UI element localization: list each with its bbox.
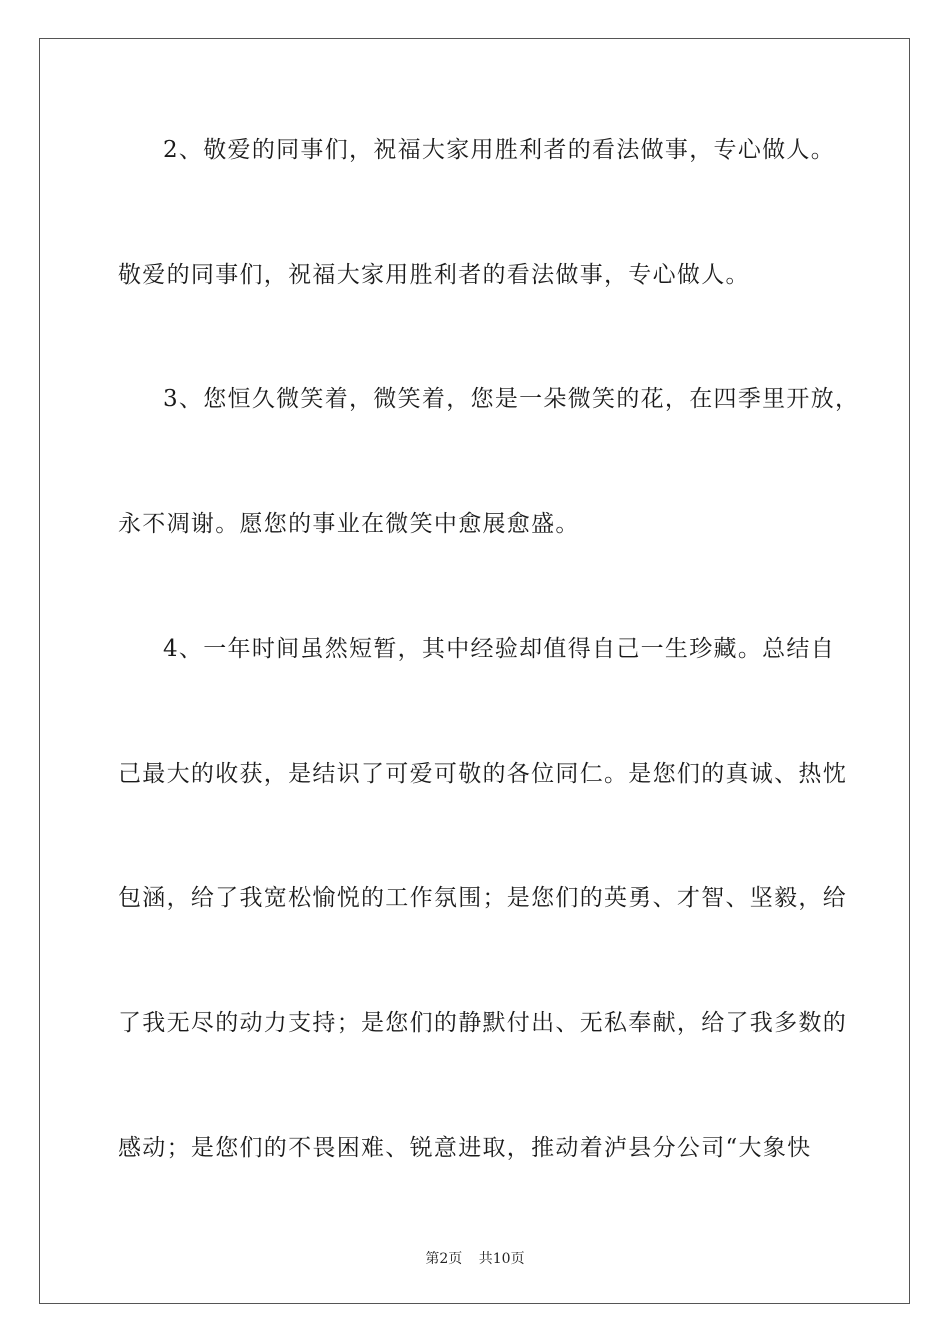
paragraph-2-line-1: 2、敬爱的同事们，祝福大家用胜利者的看法做事，专心做人。 [163,137,836,163]
page-total: 共10页 [478,1251,525,1267]
paragraph-4-line-2: 己最大的收获，是结识了可爱可敬的各位同仁。是您们的真诚、热忱 [118,761,847,787]
page-frame [39,38,910,1304]
page-footer [0,1248,950,1268]
page-number: 第2页 [425,1251,463,1267]
paragraph-4-line-3: 包涵，给了我宽松愉悦的工作氛围；是您们的英勇、才智、坚毅，给 [118,885,847,911]
paragraph-2-repeat-line: 敬爱的同事们，祝福大家用胜利者的看法做事，专心做人。 [118,262,750,288]
paragraph-3-line-1: 3、您恒久微笑着，微笑着，您是一朵微笑的花，在四季里开放， [163,386,860,412]
paragraph-3-line-2: 永不凋谢。愿您的事业在微笑中愈展愈盛。 [118,511,580,537]
paragraph-4-line-1: 4、一年时间虽然短暂，其中经验却值得自己一生珍藏。总结自 [163,636,836,662]
paragraph-4-line-4: 了我无尽的动力支持；是您们的静默付出、无私奉献，给了我多数的 [118,1010,847,1036]
paragraph-4-line-5: 感动；是您们的不畏困难、锐意进取，推动着泸县分公司“大象快 [118,1135,812,1161]
